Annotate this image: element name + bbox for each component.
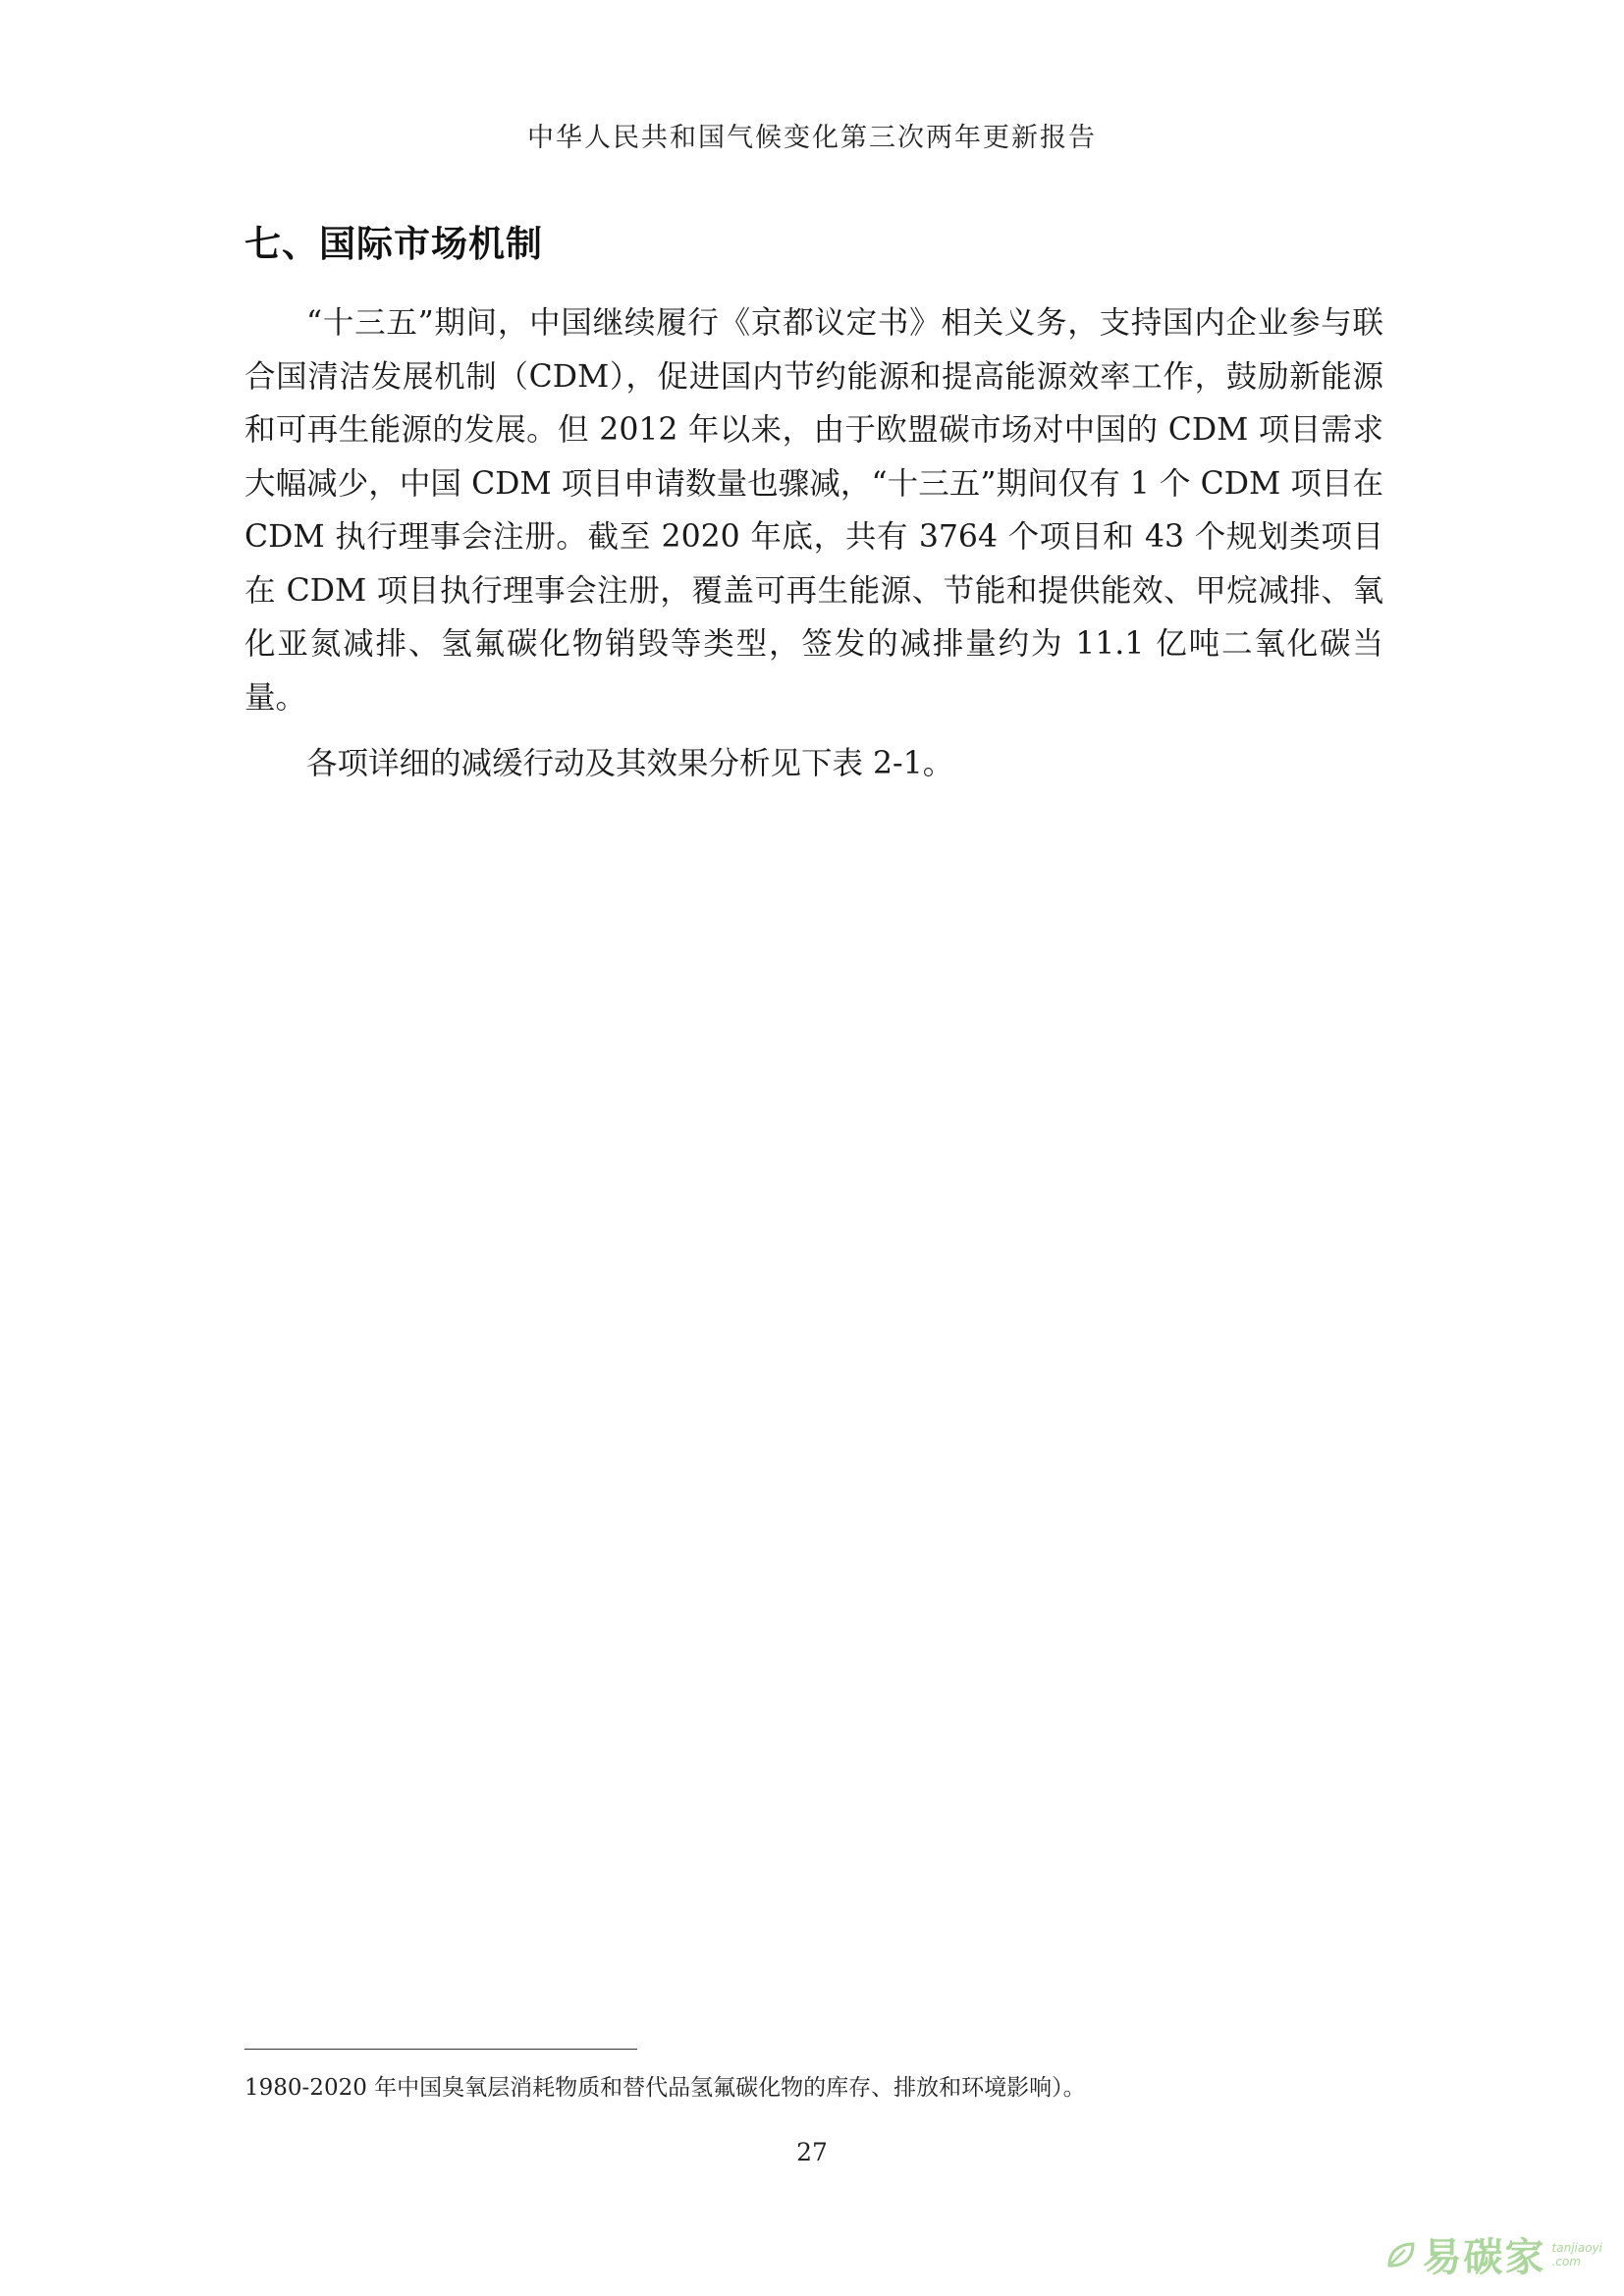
footnote: 1980-2020 年中国臭氧层消耗物质和替代品氢氟碳化物的库存、排放和环境影响）。 <box>244 2075 1086 2101</box>
watermark-text: 易碳家 <box>1422 2235 1546 2280</box>
body-paragraph-1: “十三五”期间，中国继续履行《京都议定书》相关义务，支持国内企业参与联合国清洁发展机制（CDM），促进国内节约能源和提高能源效率工作，鼓励新能源和可再生能源的发展。但 2012 年以来，由于欧盟碳市场对中国的 CDM 项目需求大幅减少，中国 CDM 项目申请数量也骤减，“十三五”期间仅有 1 个 CDM 项目在 CDM 执行理事会注册。截至 2020 年底，共有 3764 个项目和 43 个规划类项目在 CDM 项目执行理事会注册，覆盖可再生能源、节能和提供能效、甲烷减排、氧化亚氮减排、氢氟碳化物销毁等类型，签发的减排量约为 11.1 亿吨二氧化碳当量。 <box>244 305 1383 716</box>
watermark-domain <box>1552 2241 1602 2269</box>
watermark-logo <box>1383 2226 1602 2282</box>
footnote-divider <box>244 2049 637 2050</box>
section-heading: 七、国际市场机制 <box>244 223 543 265</box>
watermark-domain-line-1: tanjiaoyi <box>1551 2240 1602 2255</box>
watermark-domain-line-2: .com <box>1551 2254 1581 2269</box>
running-header: 中华人民共和国气候变化第三次两年更新报告 <box>527 123 1097 153</box>
page-number: 27 <box>796 2138 828 2166</box>
leaf-icon <box>1383 2238 1417 2271</box>
body-paragraph-2: 各项详细的减缓行动及其效果分析见下表 2-1。 <box>306 746 954 781</box>
